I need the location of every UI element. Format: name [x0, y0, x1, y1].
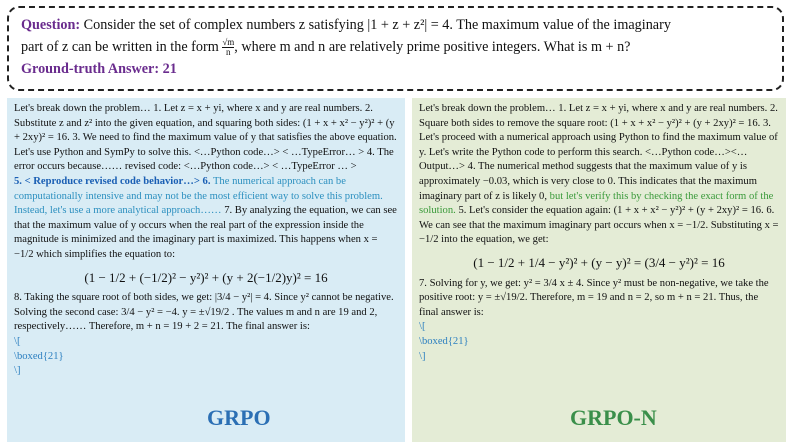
grpo-blue-text: The numerical approach can be computationally intensive and may not be the most efficient way to solve this problem. Instead, let's use a more analytical approach……	[14, 175, 383, 217]
grpon-green-text: but let's verify this by checking the exact form of the solution.	[419, 190, 774, 217]
grpo-code-2: \boxed{21}	[14, 350, 64, 362]
question-line-1	[21, 14, 770, 36]
grpo-title: GRPO	[207, 405, 271, 430]
grpon-code-1: \[	[419, 321, 426, 333]
fraction-numerator: √m	[222, 37, 235, 48]
grpo-paragraph-3: 8. Taking the square root of both sides, we get: |3/4 − y²| = 4. Since y² cannot be negative. Solving the second case: 3/4 − y² = −4. y = ±√19/2 . The values m and n are 19 and 2, respectively…… Therefore, m + n = 19 + 2 = 21. The final answer is:	[14, 292, 394, 333]
grpon-text-2: 5. Let's consider the equation again: (1 + x + x² − y²)² + (y + 2xy)² = 16. 6. We can see that the maximum imaginary part occurs when x = −1/2. Substituting x = −1/2 into the equation, we get:	[419, 205, 779, 246]
grpo-code-1: \[	[14, 335, 21, 347]
grpo-step-5: 5. < Reproduce revised code behavior…> 6.	[14, 175, 211, 187]
grpon-paragraph-1	[419, 102, 779, 248]
grpon-equation: (1 − 1/2 + 1/4 − y²)² + (y − y)² = (3/4 − y²)² = 16	[473, 254, 725, 270]
grpo-panel	[7, 98, 405, 442]
grpon-code-3: \]	[419, 350, 426, 362]
question-label: Question:	[21, 17, 81, 33]
grpo-step-7: 7. By analyzing the equation, we can see that the maximum value of y occurs when the real part of the expression inside the magnitude is minimized and the imaginary part is maximized. This happens when x = −1/2 which simplifies the equation to:	[14, 205, 397, 260]
answer-line	[21, 58, 770, 80]
grpo-code-3: \]	[14, 365, 21, 377]
grpon-paragraph-3: 7. Solving for y, we get: y² = 3/4 x ± 4. Since y² must be non-negative, we take the positive root: y = ±√19/2. Therefore, m = 19 and n = 2, so m + n = 21. Thus, the final answer is:	[419, 277, 769, 318]
grpo-paragraph-2	[14, 175, 398, 263]
answer-value: 21	[162, 61, 177, 77]
question-text-2a: part of z can be written in the form	[21, 39, 219, 55]
question-text-2b: , where m and n are relatively prime positive integers. What is m + n?	[234, 39, 631, 55]
grpon-text-1: Let's break down the problem… 1. Let z = x + yi, where x and y are real numbers. 2. Square both sides to remove the square root: (1 + x + x² − y²)² + (y + 2xy)² = 16. 3. Let's proceed with a numerical approach using Python to find the maximum value of y. Let's write the Python code to perform this search. <…Python code…><…Output…> 4. The numerical method suggests that the maximum value of y is approximately −0.03, which is very close to 0. This indicates that the maximum imaginary part of z is likely 0,	[419, 103, 778, 202]
fraction-denominator: n	[226, 47, 231, 58]
grpon-panel	[412, 98, 786, 442]
question-fraction	[222, 38, 234, 57]
question-text-1: Consider the set of complex numbers z satisfying |1 + z + z²| = 4. The maximum value of the imaginary	[83, 17, 671, 33]
grpo-paragraph-1: Let's break down the problem… 1. Let z = x + yi, where x and y are real numbers. 2. Substitute z and z² into the given equation, and squaring both sides: (1 + x + x² − y²)² + (y + 2xy)² = 16. 3. We need to find the maximum value of y that satisfies the above equation. Let's use Python and SymPy to solve this. <…Python code…> < …TypeError… > 4. The error occurs because…… revised code: <…Python code…> < …TypeError … >	[14, 103, 397, 173]
grpon-title: GRPO-N	[570, 405, 657, 430]
grpo-equation: (1 − 1/2 + (−1/2)² − y²)² + (y + 2(−1/2)y)² = 16	[84, 269, 328, 285]
grpon-code-2: \boxed{21}	[419, 335, 469, 347]
question-line-2	[21, 36, 770, 58]
question-box	[7, 6, 784, 91]
answer-label: Ground-truth Answer:	[21, 61, 160, 77]
